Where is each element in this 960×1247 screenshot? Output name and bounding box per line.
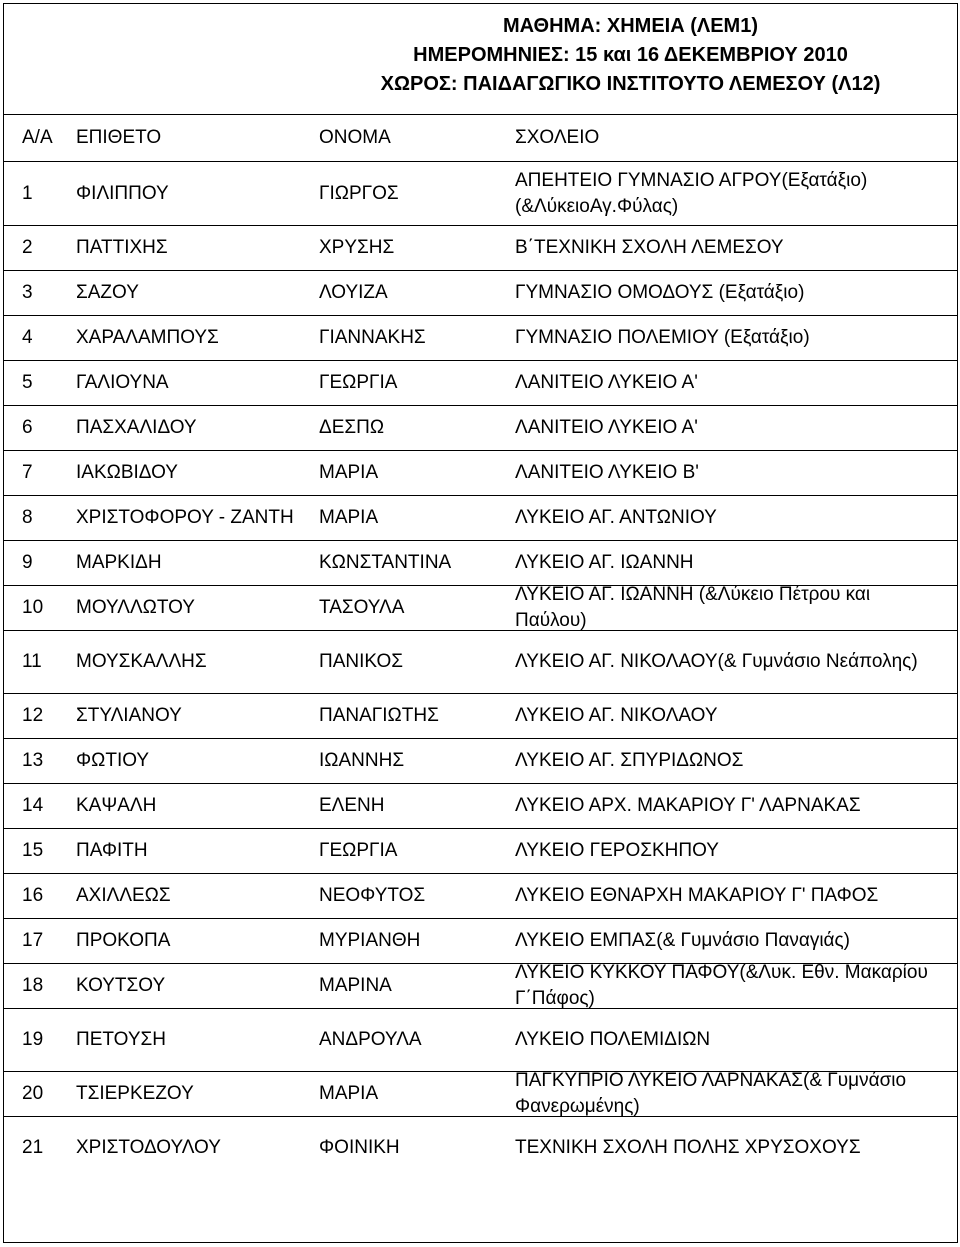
row-name: ΜΑΡΙΑ xyxy=(319,507,379,528)
table-row xyxy=(4,1008,957,1071)
table-row xyxy=(4,783,957,828)
row-school: ΛΥΚΕΙΟ ΑΡΧ. ΜΑΚΑΡΙΟΥ Γ' ΛΑΡΝΑΚΑΣ xyxy=(515,795,861,816)
row-surname: ΦΩΤΙΟΥ xyxy=(76,750,150,771)
row-name: ΝΕΟΦΥΤΟΣ xyxy=(319,885,426,906)
row-name: ΙΩΑΝΝΗΣ xyxy=(319,750,405,771)
table-row xyxy=(4,873,957,918)
table-row xyxy=(4,963,957,1008)
row-school: ΤΕΧΝΙΚΗ ΣΧΟΛΗ ΠΟΛΗΣ ΧΡΥΣΟΧΟΥΣ xyxy=(515,1137,861,1158)
row-name: ΚΩΝΣΤΑΝΤΙΝΑ xyxy=(319,552,452,573)
row-name: ΠΑΝΑΓΙΩΤΗΣ xyxy=(319,705,439,726)
row-name: ΓΙΩΡΓΟΣ xyxy=(319,182,399,204)
row-number: 2 xyxy=(22,237,33,258)
table-row xyxy=(4,693,957,738)
row-school: ΓΥΜΝΑΣΙΟ ΟΜΟΔΟΥΣ (Εξατάξιο) xyxy=(515,282,805,303)
row-number: 6 xyxy=(22,417,33,438)
row-name: ΤΑΣΟΥΛΑ xyxy=(319,597,405,618)
table-row xyxy=(4,585,957,630)
table-header-row xyxy=(4,114,957,161)
table-body xyxy=(4,161,957,1179)
table-row xyxy=(4,738,957,783)
table-row xyxy=(4,270,957,315)
row-surname: ΙΑΚΩΒΙΔΟΥ xyxy=(76,462,178,483)
row-name: ΜΑΡΙΝΑ xyxy=(319,975,392,996)
table-row xyxy=(4,540,957,585)
row-school: ΛΥΚΕΙΟ ΑΓ. ΑΝΤΩΝΙΟΥ xyxy=(515,507,717,528)
title-subject: ΜΑΘΗΜΑ: ΧΗΜΕΙΑ (ΛΕΜ1) xyxy=(502,15,758,37)
title-dates: ΗΜΕΡΟΜΗΝΙΕΣ: 15 και 16 ΔΕΚΕΜΒΡΙΟΥ 2010 xyxy=(413,44,848,66)
row-surname: ΜΟΥΣΚΑΛΛΗΣ xyxy=(76,651,207,672)
row-surname: ΜΑΡΚΙΔΗ xyxy=(76,552,162,573)
row-school: ΛΥΚΕΙΟ ΑΓ. ΙΩΑΝΝΗ (&Λύκειο Πέτρου και Παύλου) xyxy=(515,584,871,631)
row-number: 5 xyxy=(22,372,33,393)
row-surname: ΠΑΤΤΙΧΗΣ xyxy=(76,237,168,258)
row-name: ΧΡΥΣΗΣ xyxy=(319,237,395,258)
row-name: ΠΑΝΙΚΟΣ xyxy=(319,651,404,672)
table-row xyxy=(4,918,957,963)
row-name: ΔΕΣΠΩ xyxy=(319,417,385,438)
row-surname: ΠΑΦΙΤΗ xyxy=(76,840,148,861)
row-school: ΛΑΝΙΤΕΙΟ ΛΥΚΕΙΟ Α' xyxy=(515,417,698,438)
row-number: 7 xyxy=(22,462,33,483)
table-row xyxy=(4,1116,957,1179)
row-surname: ΤΣΙΕΡΚΕΖΟΥ xyxy=(76,1083,194,1104)
header-surname: ΕΠΙΘΕΤΟ xyxy=(76,127,162,148)
row-number: 3 xyxy=(22,282,33,303)
row-surname: ΧΡΙΣΤΟΦΟΡΟΥ - ΖΑΝΤΗ xyxy=(76,507,294,528)
table-row xyxy=(4,450,957,495)
table-row xyxy=(4,828,957,873)
table-row xyxy=(4,1071,957,1116)
row-number: 19 xyxy=(22,1029,44,1050)
table-row xyxy=(4,225,957,270)
title-venue: ΧΩΡΟΣ: ΠΑΙΔΑΓΩΓΙΚΟ ΙΝΣΤΙΤΟΥΤΟ ΛΕΜΕΣΟΥ (Λ12) xyxy=(380,73,881,95)
row-surname: ΑΧΙΛΛΕΩΣ xyxy=(76,885,171,906)
row-surname: ΜΟΥΛΛΩΤΟΥ xyxy=(76,597,195,618)
row-surname: ΣΤΥΛΙΑΝΟΥ xyxy=(76,705,182,726)
table-row xyxy=(4,405,957,450)
row-number: 13 xyxy=(22,750,44,771)
document-page xyxy=(3,3,958,1243)
row-school: ΛΥΚΕΙΟ ΑΓ. ΣΠΥΡΙΔΩΝΟΣ xyxy=(515,750,744,771)
row-number: 1 xyxy=(22,182,33,204)
row-surname: ΠΑΣΧΑΛΙΔΟΥ xyxy=(76,417,197,438)
row-school: ΛΥΚΕΙΟ ΑΓ. ΝΙΚΟΛΑΟΥ xyxy=(515,705,718,726)
row-name: ΜΥΡΙΑΝΘΗ xyxy=(319,930,421,951)
table-row xyxy=(4,315,957,360)
row-number: 17 xyxy=(22,930,44,951)
row-school: ΛΥΚΕΙΟ ΑΓ. ΝΙΚΟΛΑΟΥ(& Γυμνάσιο Νεάπολης) xyxy=(515,651,918,672)
row-name: ΓΕΩΡΓΙΑ xyxy=(319,840,398,861)
row-school: ΛΥΚΕΙΟ ΕΜΠΑΣ(& Γυμνάσιο Παναγιάς) xyxy=(515,930,851,951)
table-row xyxy=(4,161,957,225)
participants-table xyxy=(4,114,957,1179)
row-surname: ΠΡΟΚΟΠΑ xyxy=(76,930,171,951)
row-surname: ΦΙΛΙΠΠΟΥ xyxy=(76,182,169,204)
row-number: 18 xyxy=(22,975,44,996)
row-school: ΓΥΜΝΑΣΙΟ ΠΟΛΕΜΙΟΥ (Εξατάξιο) xyxy=(515,327,810,348)
row-name: ΕΛΕΝΗ xyxy=(319,795,385,816)
row-name: ΑΝΔΡΟΥΛΑ xyxy=(319,1029,422,1050)
row-surname: ΚΟΥΤΣΟΥ xyxy=(76,975,166,996)
row-school: ΛΑΝΙΤΕΙΟ ΛΥΚΕΙΟ Β' xyxy=(515,462,699,483)
row-school: ΛΥΚΕΙΟ ΕΘΝΑΡΧΗ ΜΑΚΑΡΙΟΥ Γ' ΠΑΦΟΣ xyxy=(515,885,879,906)
table-row xyxy=(4,360,957,405)
row-number: 16 xyxy=(22,885,44,906)
row-school: ΛΥΚΕΙΟ ΑΓ. ΙΩΑΝΝΗ xyxy=(515,552,694,573)
row-school: ΠΑΓΚΥΠΡΙΟ ΛΥΚΕΙΟ ΛΑΡΝΑΚΑΣ(& Γυμνάσιο Φανερωμένης) xyxy=(515,1070,907,1117)
table-row xyxy=(4,630,957,693)
row-name: ΜΑΡΙΑ xyxy=(319,1083,379,1104)
row-number: 9 xyxy=(22,552,33,573)
row-number: 11 xyxy=(22,651,42,672)
table-row xyxy=(4,495,957,540)
header-name: ΟΝΟΜΑ xyxy=(319,127,391,148)
row-number: 20 xyxy=(22,1083,44,1104)
row-school: ΛΥΚΕΙΟ ΠΟΛΕΜΙΔΙΩΝ xyxy=(515,1029,711,1050)
row-surname: ΓΑΛΙΟΥΝΑ xyxy=(76,372,169,393)
row-name: ΜΑΡΙΑ xyxy=(319,462,379,483)
row-number: 15 xyxy=(22,840,44,861)
row-number: 8 xyxy=(22,507,33,528)
title-block xyxy=(4,12,957,99)
header-school: ΣΧΟΛΕΙΟ xyxy=(515,127,600,148)
row-name: ΓΕΩΡΓΙΑ xyxy=(319,372,398,393)
row-number: 12 xyxy=(22,705,44,726)
row-number: 14 xyxy=(22,795,44,816)
row-school: ΑΠΕΗΤΕΙΟ ΓΥΜΝΑΣΙΟ ΑΓΡΟΥ(Εξατάξιο)(&ΛύκειοΑγ.Φύλας) xyxy=(515,169,868,217)
row-school: ΛΥΚΕΙΟ ΚΥΚΚΟΥ ΠΑΦΟΥ(&Λυκ. Εθν. Μακαρίου Γ΄Πάφος) xyxy=(515,962,928,1009)
header-no: Α/Α xyxy=(22,127,53,148)
row-surname: ΚΑΨΑΛΗ xyxy=(76,795,157,816)
row-school: Β΄ΤΕΧΝΙΚΗ ΣΧΟΛΗ ΛΕΜΕΣΟΥ xyxy=(515,237,784,258)
row-number: 10 xyxy=(22,597,44,618)
row-surname: ΧΡΙΣΤΟΔΟΥΛΟΥ xyxy=(76,1137,221,1158)
row-name: ΓΙΑΝΝΑΚΗΣ xyxy=(319,327,426,348)
row-surname: ΣΑΖΟΥ xyxy=(76,282,139,303)
row-school: ΛΥΚΕΙΟ ΓΕΡΟΣΚΗΠΟΥ xyxy=(515,840,719,861)
row-name: ΛΟΥΙΖΑ xyxy=(319,282,388,303)
row-name: ΦΟΙΝΙΚΗ xyxy=(319,1137,400,1158)
row-surname: ΠΕΤΟΥΣΗ xyxy=(76,1029,166,1050)
row-number: 4 xyxy=(22,327,33,348)
row-school: ΛΑΝΙΤΕΙΟ ΛΥΚΕΙΟ Α' xyxy=(515,372,698,393)
row-number: 21 xyxy=(22,1137,44,1158)
row-surname: ΧΑΡΑΛΑΜΠΟΥΣ xyxy=(76,327,219,348)
